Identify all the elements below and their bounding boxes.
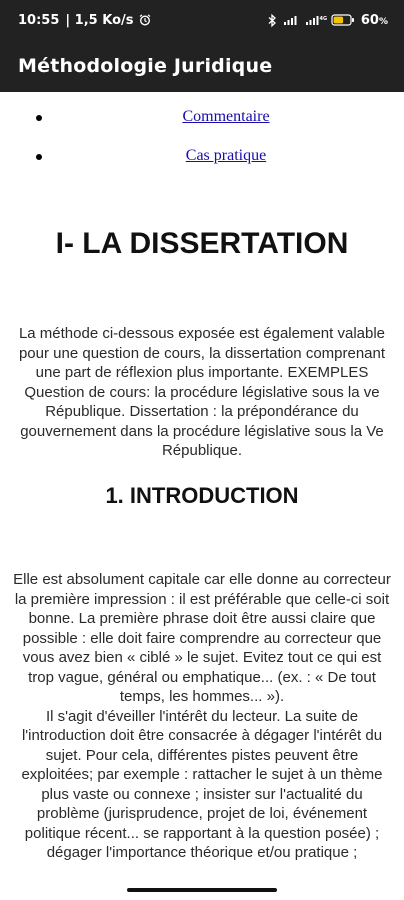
- commentaire-link[interactable]: Commentaire: [182, 108, 270, 125]
- status-bar: [0, 0, 404, 40]
- status-time: 10:55: [18, 12, 60, 28]
- dissertation-heading: I- LA DISSERTATION: [55, 227, 349, 260]
- app-bar: [0, 40, 404, 92]
- app-title: Méthodologie Juridique: [18, 55, 273, 77]
- introduction-paragraph: Elle est absolument capitale car elle donne au correcteur la première impression : il est préférable que celle-ci soit bonne. La première phrase doit être aussi claire que possible : elle doit faire comprendre au correcteur que vous avez bien « ciblé » le sujet. Evitez tout ce qui est trop vague, général ou emphatique... (ex. : « De tout temps, les hommes... »). Il s'agit d'éveiller l'intérêt du lecteur. La suite de l'introduction doit être consacrée à dégager l'intérêt du sujet. Pour cela, différentes pistes peuvent être exploitées; par exemple : rattacher le sujet à un thème plus vaste ou connexe ; insister sur l'actualité du problème (jurisprudence, projet de loi, événement politique récent... se rapportant à la question posée) ; dégager l'importance théorique et/ou pratique ;: [13, 571, 391, 861]
- bullet-icon: [36, 154, 42, 160]
- list-item: [0, 105, 404, 129]
- status-network-speed: | 1,5 Ko/s: [65, 12, 134, 28]
- content-area[interactable]: [0, 92, 404, 900]
- status-left: [18, 13, 151, 28]
- home-indicator[interactable]: [127, 888, 277, 892]
- battery-icon: [331, 14, 355, 26]
- alarm-clock-icon: [139, 14, 151, 26]
- wifi-icon: [305, 14, 325, 26]
- introduction-heading: 1. INTRODUCTION: [105, 483, 299, 508]
- cell-signal-icon: [283, 14, 299, 26]
- bullet-icon: [36, 115, 42, 121]
- cas-pratique-link[interactable]: Cas pratique: [185, 147, 267, 164]
- status-right: [268, 13, 388, 28]
- dissertation-intro-paragraph: La méthode ci-dessous exposée est également valable pour une question de cours, la dissertation comprenant une part de réflexion plus importante. EXEMPLES Question de cours: la procédure législative sous la ve République. Dissertation : la prépondérance du gouvernement dans la procédure législative sous la Ve République.: [18, 325, 386, 459]
- list-item: [0, 144, 404, 168]
- svg-text:4G: 4G: [319, 16, 327, 22]
- battery-level: 60%: [360, 12, 388, 28]
- bluetooth-icon: [268, 14, 277, 27]
